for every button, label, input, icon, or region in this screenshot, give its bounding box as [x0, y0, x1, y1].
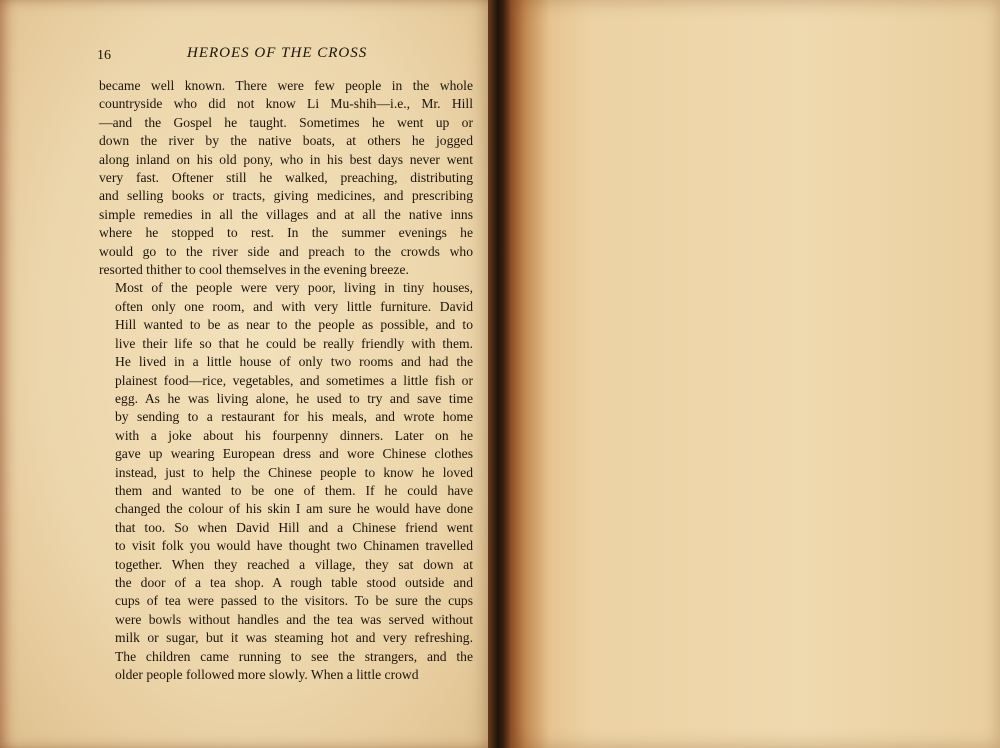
- paragraph: [99, 77, 473, 279]
- text-line: became well known. There were few people in the whole: [99, 78, 473, 93]
- text-line: Most of the people were very poor, living in tiny houses,: [115, 280, 473, 296]
- text-line: with a joke about his fourpenny dinners. Later on he: [115, 427, 473, 443]
- text-line: —and the Gospel he taught. Sometimes he went up or: [99, 114, 473, 130]
- text-line: older people followed more slowly. When a little crowd: [115, 667, 419, 682]
- text-line: along inland on his old pony, who in his best days never went: [99, 151, 473, 167]
- text-line: down the river by the native boats, at others he jogged: [99, 133, 473, 149]
- text-line: changed the colour of his skin I am sure he would have done: [115, 501, 473, 517]
- text-line: egg. As he was living alone, he used to try and save time: [115, 390, 473, 406]
- left-running-head: HEROES OF THE CROSS: [187, 45, 368, 61]
- text-line: by sending to a restaurant for his meals, and wrote home: [115, 409, 473, 425]
- text-line: were bowls without handles and the tea was served without: [115, 611, 473, 627]
- text-line: gave up wearing European dress and wore Chinese clothes: [115, 446, 473, 462]
- book-gutter: [488, 0, 510, 748]
- text-line: The children came running to see the strangers, and the: [115, 648, 473, 664]
- text-line: resorted thither to cool themselves in the evening breeze.: [99, 262, 409, 278]
- text-line: Hill wanted to be as near to the people as possible, and to: [115, 317, 473, 333]
- left-page-body: [99, 77, 473, 684]
- right-page: [500, 0, 1000, 748]
- text-line: and selling books or tracts, giving medicines, and prescribing: [99, 188, 473, 204]
- text-line: them and wanted to be one of them. If he could have: [115, 482, 473, 498]
- text-line: countryside who did not know Li Mu-shih—i.e., Mr. Hill: [99, 96, 473, 112]
- text-line: He lived in a little house of only two rooms and had the: [115, 354, 473, 370]
- text-line: together. When they reached a village, they sat down at: [115, 556, 473, 572]
- text-line: that too. So when David Hill and a Chinese friend went: [115, 519, 473, 535]
- text-line: plainest food—rice, vegetables, and sometimes a little fish or: [115, 372, 473, 388]
- text-line: instead, just to help the Chinese people to know he loved: [115, 464, 473, 480]
- left-page-number: 16: [97, 48, 111, 63]
- text-line: would go to the river side and preach to the crowds who: [99, 243, 473, 259]
- paragraph: [99, 279, 473, 684]
- text-line: live their life so that he could be really friendly with them.: [115, 335, 473, 351]
- text-line: often only one room, and with very little furniture. David: [115, 298, 473, 314]
- text-line: the door of a tea shop. A rough table stood outside and: [115, 574, 473, 590]
- text-line: to visit folk you would have thought two Chinamen travelled: [115, 538, 473, 554]
- text-line: where he stopped to rest. In the summer evenings he: [99, 225, 473, 241]
- text-line: milk or sugar, but it was steaming hot and very refreshing.: [115, 630, 473, 646]
- text-line: very fast. Oftener still he walked, preaching, distributing: [99, 170, 473, 186]
- text-line: cups of tea were passed to the visitors. To be sure the cups: [115, 593, 473, 609]
- text-line: simple remedies in all the villages and at all the native inns: [99, 206, 473, 222]
